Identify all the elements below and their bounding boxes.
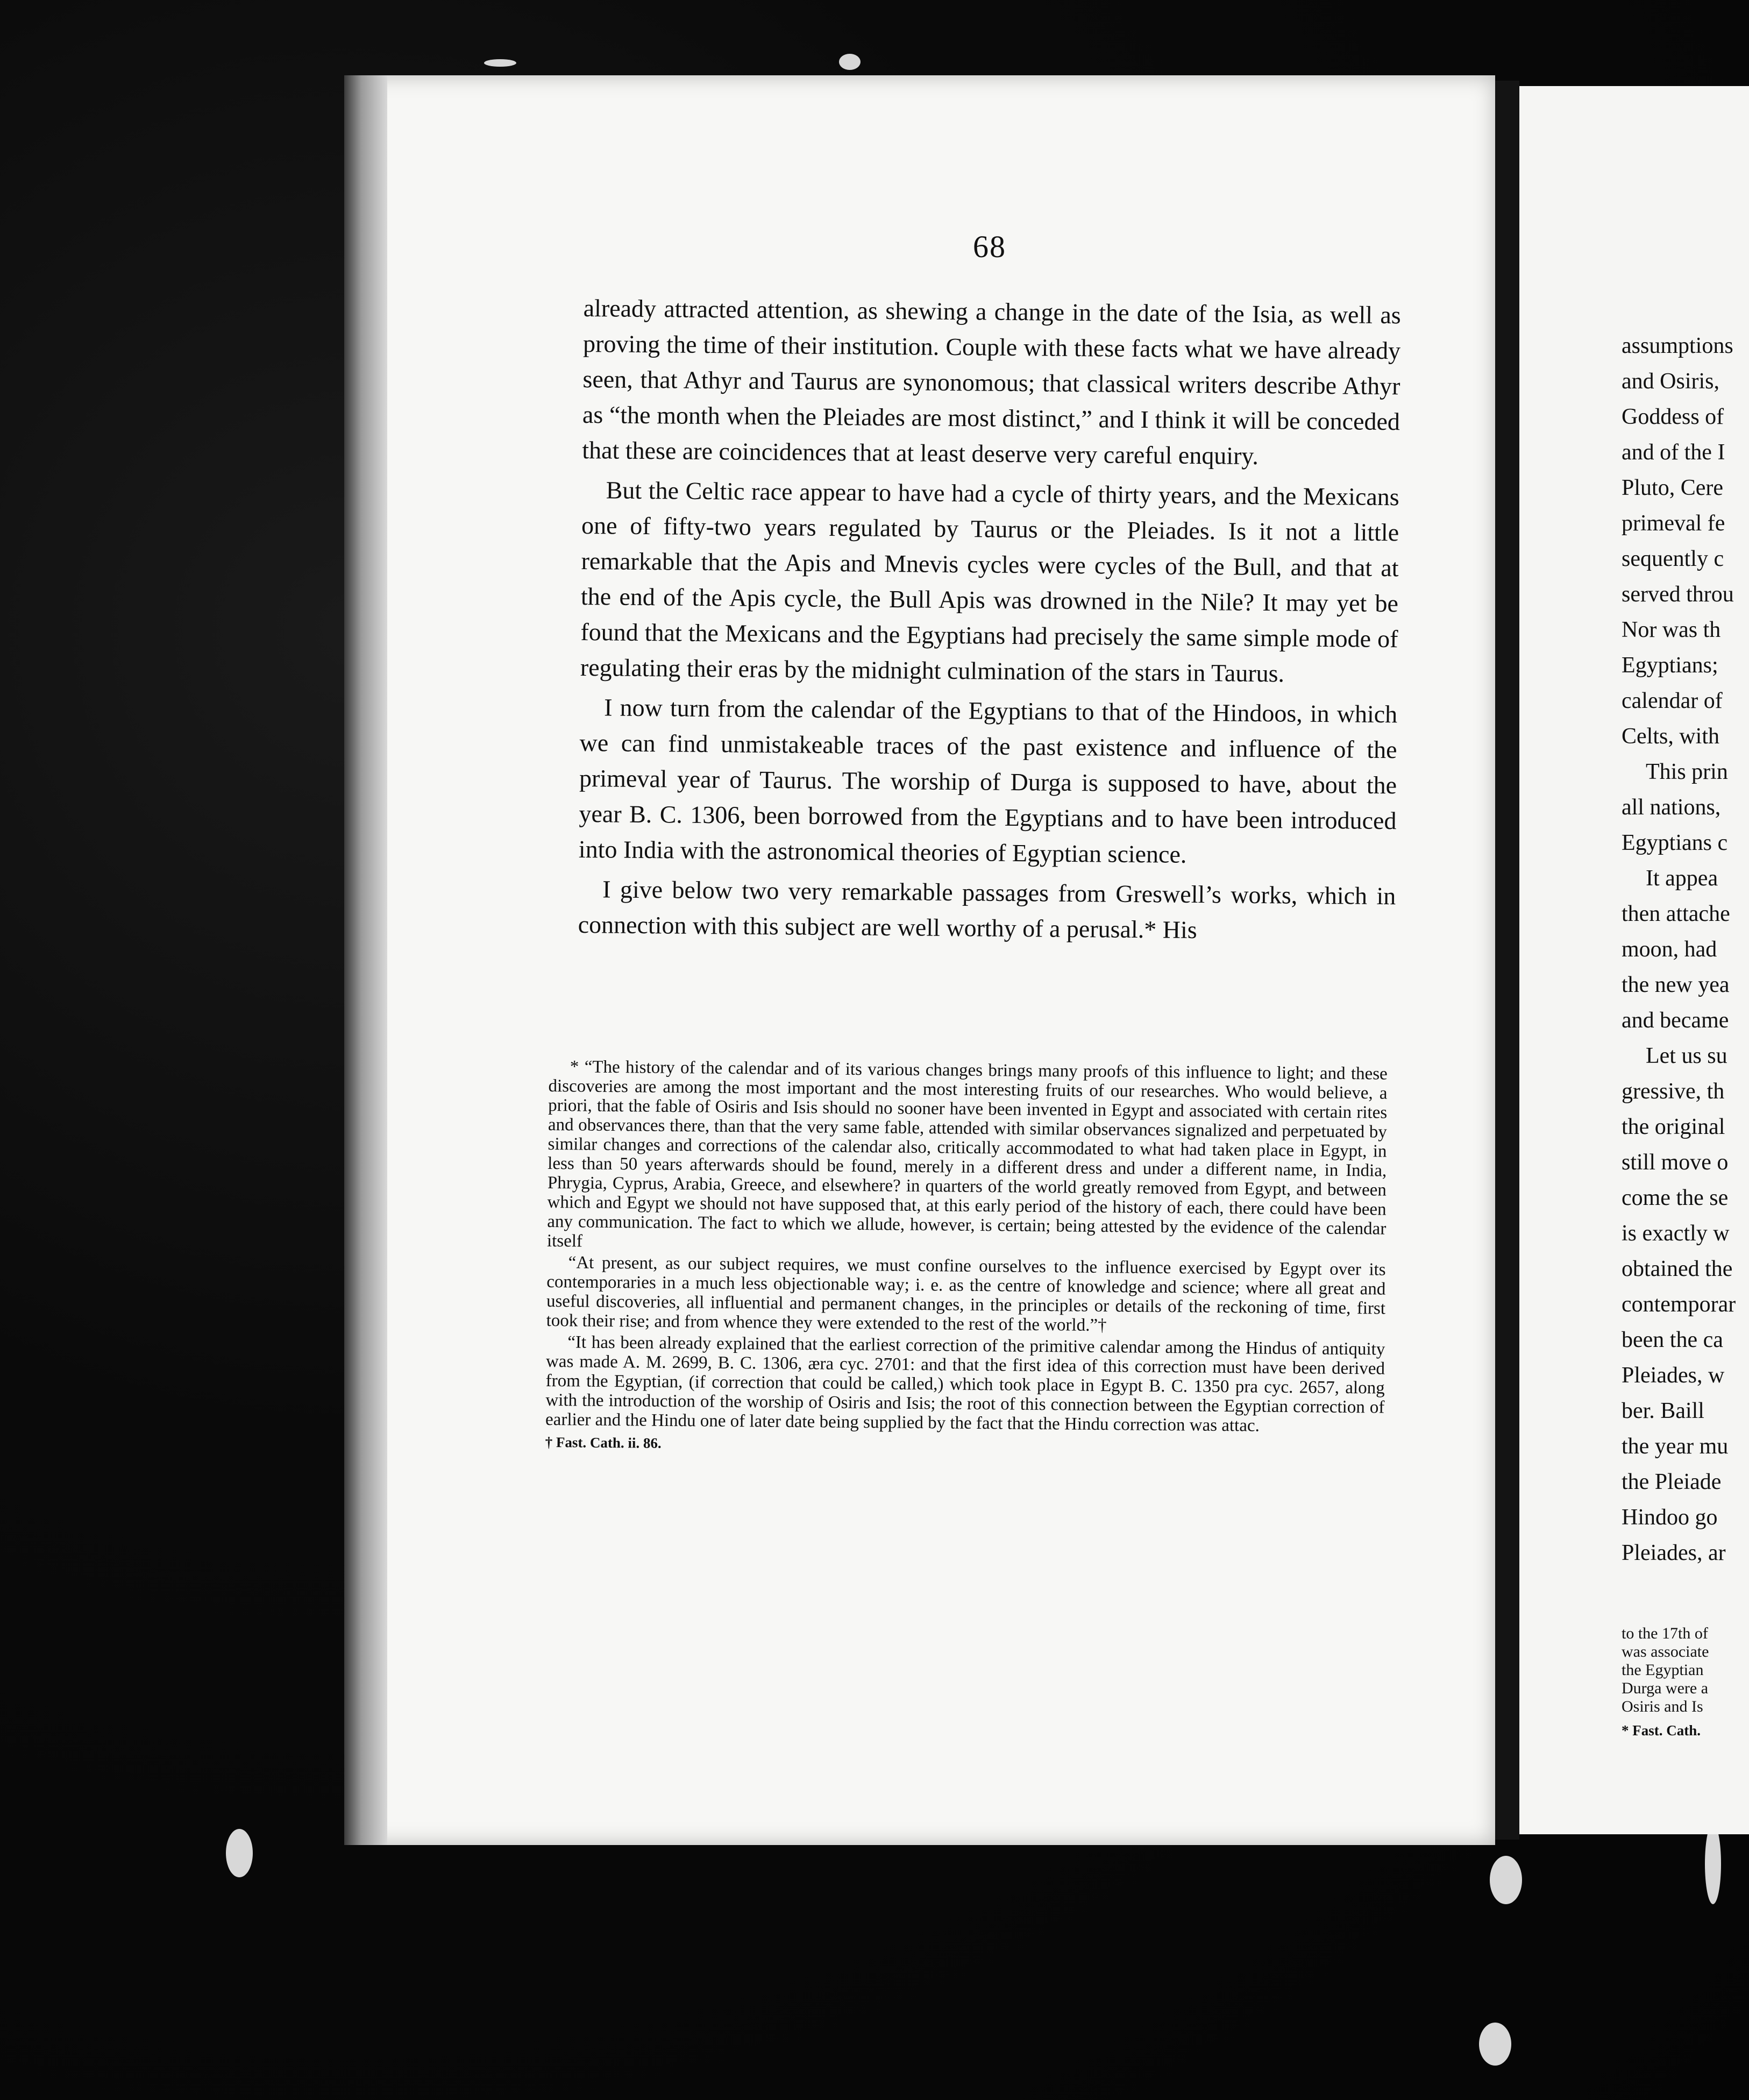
right-page-line: Egyptians c <box>1622 831 1728 855</box>
paragraph: I now turn from the calendar of the Egyptians to that of the Hindoos, in which we can find unmistakeable traces of the past existence and influence of the primeval year of Taurus. The worship of Durga is supposed to have, about the year B. C. 1306, been borrowed from the Egyptians and to have been introduced into India with the astronomical theories of Egyptian science. <box>578 693 1398 868</box>
right-page-line: come the se <box>1622 1186 1729 1210</box>
right-page-line: This prin <box>1646 760 1728 784</box>
right-page-line: Egyptians; <box>1622 653 1718 678</box>
right-page-line: sequently c <box>1622 547 1724 571</box>
right-page-footnote-line: Osiris and Is <box>1622 1698 1703 1715</box>
right-page-line: Let us su <box>1646 1044 1727 1068</box>
right-page-footnote-line: Durga were a <box>1622 1679 1709 1697</box>
right-page-line: served throu <box>1622 582 1734 607</box>
book-gutter <box>1495 81 1519 1840</box>
right-page-line: the new yea <box>1622 973 1730 997</box>
right-page-line: Pleiades, w <box>1622 1363 1725 1388</box>
footnote: “It has been already explained that the earliest correction of the primitive calendar among the Hindus of antiquity was made A. M. 2699, B. C. 1306, æra cyc. 2701: and that the first idea of this correction must have been derived from the Egyptian, (if correction that could be called,) which took place in Egypt B. C. 1350 pra cyc. 2657, along with the introduction of the worship of Osiris and Isis; the root of this connection between the Egyptian correction of earlier and the Hindu one of later date being supplied by the fact that the Hindu correction was attac. <box>545 1332 1385 1436</box>
right-page-line: Celts, with <box>1622 724 1720 749</box>
paragraph: I give below two very remarkable passages from Greswell’s works, which in connection with this subject are well worthy of a perusal.* His <box>578 875 1396 943</box>
right-page-footnotes <box>1622 1624 1749 1740</box>
right-page-line: assumptions <box>1622 334 1733 358</box>
right-page-line: ber. Baill <box>1622 1399 1704 1423</box>
right-page-line: then attache <box>1622 902 1730 926</box>
right-page-line: and of the I <box>1622 440 1725 465</box>
right-page-line: Hindoo go <box>1622 1505 1718 1530</box>
paragraph: But the Celtic race appear to have had a cycle of thirty years, and the Mexicans one of fifty-two years regulated by Taurus or the Pleiades. Is it not a little remarkable that the Apis and Mnevis cycles were cycles of the Bull, and that at the end of the Apis cycle, the Bull Apis was drowned in the Nile? It may yet be found that the Mexicans and the Egyptians had precisely the same simple mode of regulating their eras by the midnight culmination of the stars in Taurus. <box>580 476 1399 687</box>
right-page-footnote-reference: * Fast. Cath. <box>1622 1722 1701 1739</box>
right-page-line: all nations, <box>1622 795 1721 820</box>
footnote: * “The history of the calendar and of its various changes brings many proofs of this influence to light; and these discoveries are among the most important and the most interesting fruits of our researches. Who would believe, a priori, that the fable of Osiris and Isis should no sooner have been invented in Egypt and associated with certain rites and observances there, than that the very same fable, attended with similar observances signalized and perpetuated by similar changes and corrections of the calendar also, critically accommodated to what had taken place in Egypt, in less than 50 years afterwards should be found, merely in a different dress and under a different name, in India, Phrygia, Cyprus, Arabia, Greece, and elsewhere? in quarters of the world greatly removed from Egypt, and between which and Egypt we should not have supposed that, at this early period of the history of each, there could have been any communication. The fact to which we allude, however, is certain; being attested by the evidence of the calendar itself <box>546 1057 1388 1251</box>
footnotes <box>545 1057 1388 1462</box>
right-page-line: It appea <box>1646 866 1718 891</box>
dust-speck <box>839 54 861 70</box>
right-page-line: calendar of <box>1622 689 1723 713</box>
footnote: “At present, as our subject requires, we must confine ourselves to the influence exercised by Egypt over its contemporaries in a much less objectionable way; i. e. as the centre of knowledge and science; where all great and useful discoveries, all influential and permanent changes, in the principles or details of the reckoning of time, first took their rise; and from whence they were extended to the rest of the world.”† <box>546 1253 1386 1336</box>
right-page-line: contemporar <box>1622 1292 1736 1317</box>
right-page-line: still move o <box>1622 1150 1729 1175</box>
dust-speck <box>1479 2023 1511 2066</box>
dust-speck <box>1705 1824 1721 1904</box>
page-number: 68 <box>973 229 1006 264</box>
right-page-line: and became <box>1622 1008 1729 1033</box>
right-page-footnote-line: to the 17th of <box>1622 1624 1708 1642</box>
right-page-line: Pluto, Cere <box>1622 476 1723 500</box>
dust-speck <box>226 1829 253 1877</box>
right-page-footnote-line: was associate <box>1622 1643 1709 1661</box>
right-page-line: Goddess of <box>1622 405 1724 429</box>
right-page-line: moon, had <box>1622 937 1717 962</box>
dust-speck <box>1490 1856 1522 1904</box>
right-page-line: primeval fe <box>1622 511 1725 536</box>
dust-speck <box>484 59 516 67</box>
right-page-line: been the ca <box>1622 1328 1723 1352</box>
right-page-line: Nor was th <box>1622 618 1721 642</box>
right-page-text <box>1622 328 1749 1571</box>
right-page-line: the year mu <box>1622 1434 1729 1459</box>
right-page-line: is exactly w <box>1622 1221 1730 1246</box>
footnote-reference: † Fast. Cath. ii. 86. <box>545 1434 662 1451</box>
page-edge-shadow <box>344 75 387 1845</box>
right-page-line: the original <box>1622 1115 1725 1139</box>
paragraph: already attracted attention, as shewing a change in the date of the Isia, as well as proving the time of their institution. Couple with these facts what we have already seen, that Athyr and Taurus are synonomous; that classical writers describe Athyr as “the month when the Pleiades are most distinct,” and I think it will be conceded that these are coincidences that at least deserve very careful enquiry. <box>582 294 1401 470</box>
right-page-line: and Osiris, <box>1622 369 1719 394</box>
body-text <box>578 290 1401 954</box>
right-page-line: gressive, th <box>1622 1079 1725 1104</box>
right-page-footnote-line: the Egyptian <box>1622 1661 1704 1679</box>
right-page-line: obtained the <box>1622 1257 1733 1281</box>
right-page-line: the Pleiade <box>1622 1470 1722 1494</box>
right-page-line: Pleiades, ar <box>1622 1541 1726 1565</box>
